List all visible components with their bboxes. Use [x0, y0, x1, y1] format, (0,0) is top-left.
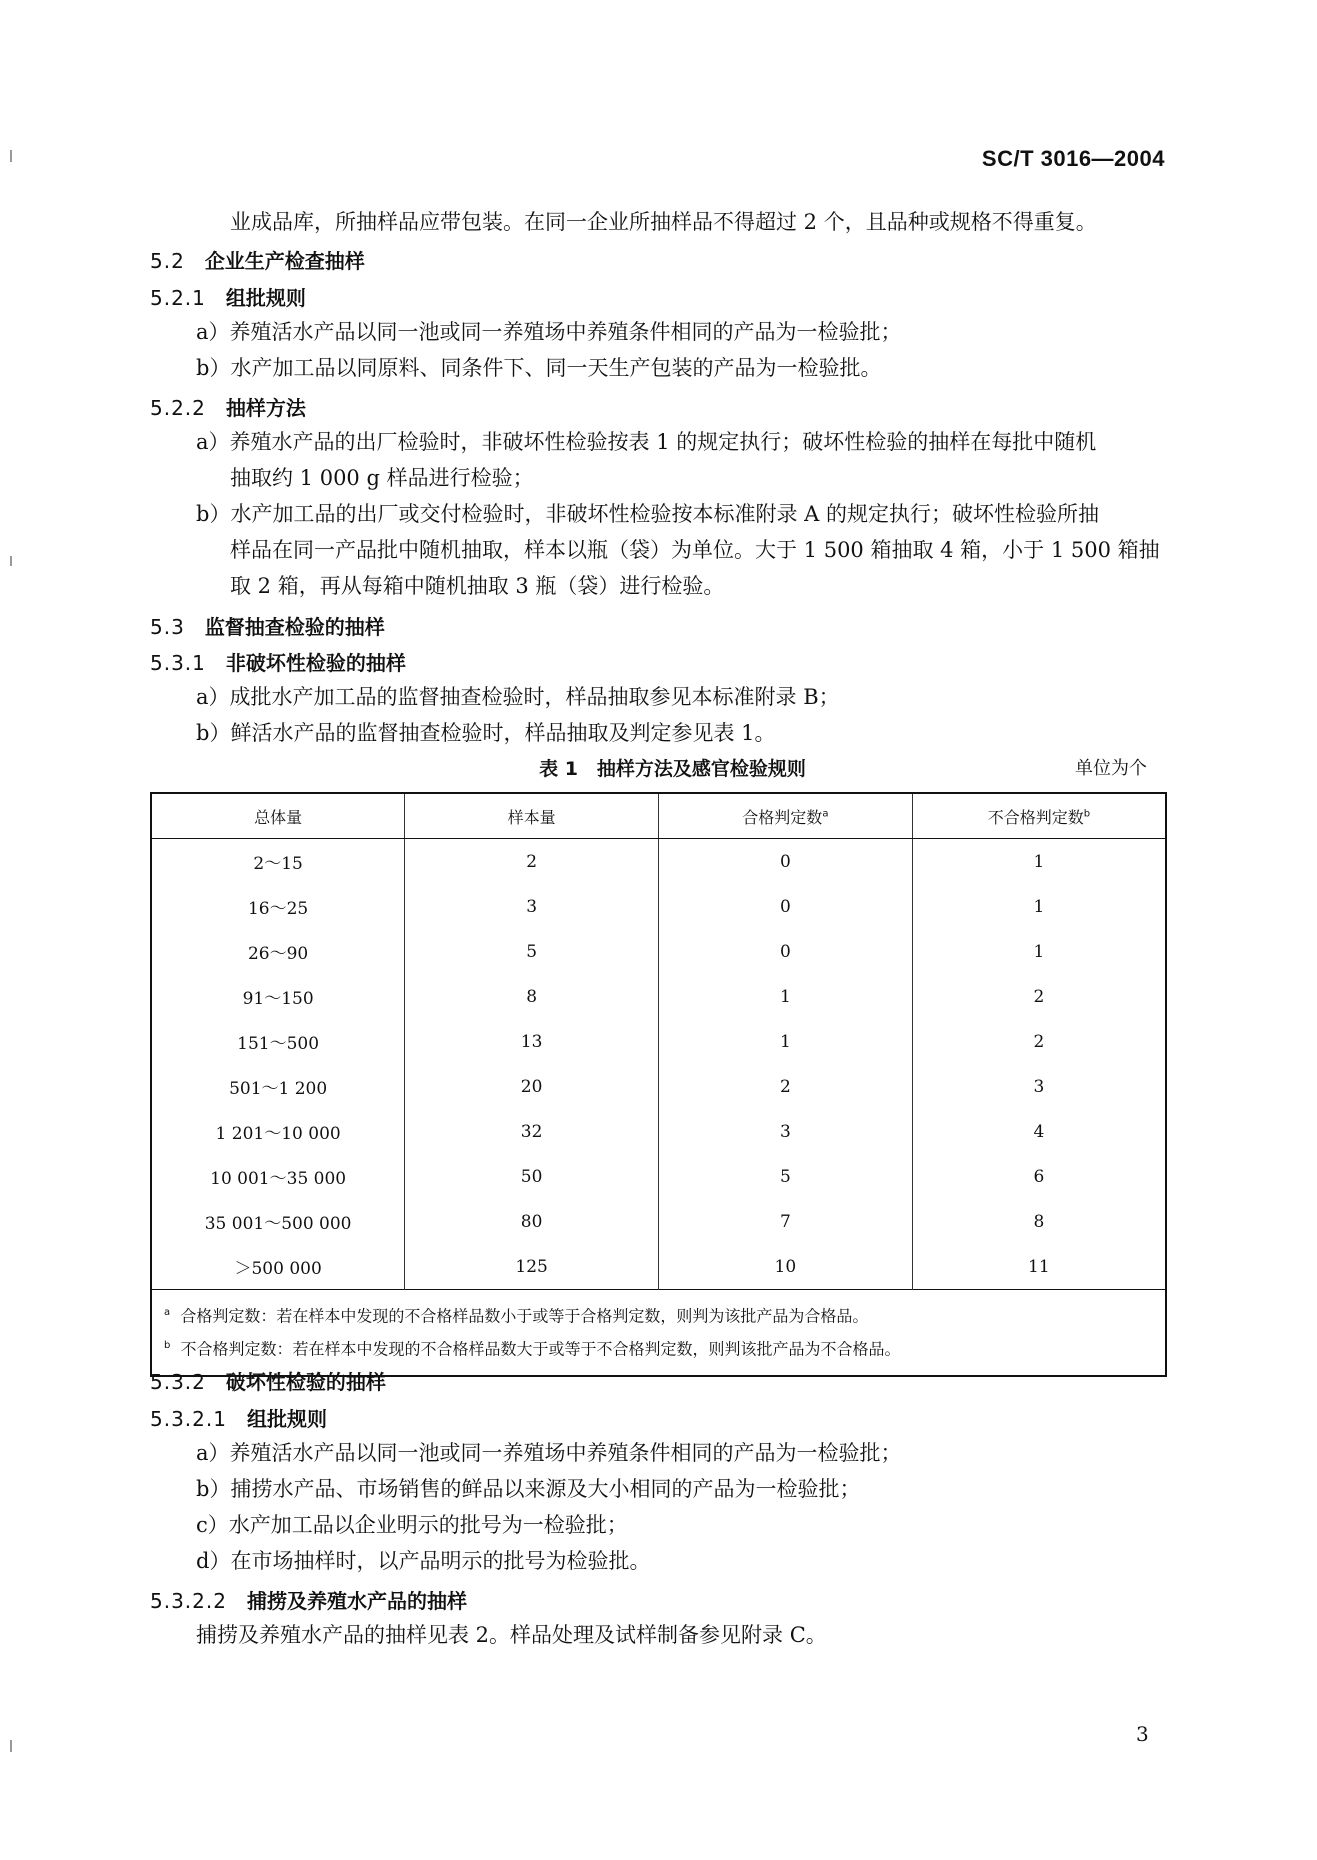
- column-header: 合格判定数$^a$: [659, 793, 913, 839]
- margin-mark: [10, 1740, 12, 1752]
- table-cell: 1: [912, 884, 1166, 929]
- table-cell: 6: [912, 1154, 1166, 1199]
- list-item: a）养殖水产品的出厂检验时，非破坏性检验按表 1 的规定执行；破坏性检验的抽样在每批中随机: [196, 430, 1097, 454]
- table-notes-row: [151, 1290, 1166, 1376]
- table-cell: 35 001～500 000: [151, 1199, 405, 1244]
- list-item: b）鲜活水产品的监督抽查检验时，样品抽取及判定参见表 1。: [196, 721, 776, 745]
- list-item: a）养殖活水产品以同一池或同一养殖场中养殖条件相同的产品为一检验批；: [196, 1441, 902, 1465]
- section-title: 组批规则: [225, 286, 306, 310]
- section-title: 非破坏性检验的抽样: [225, 651, 406, 675]
- table-row: [151, 1199, 1166, 1244]
- table-cell: 5: [405, 929, 659, 974]
- table-title: 表 1 抽样方法及感官检验规则: [539, 758, 806, 780]
- table-cell: 501～1 200: [151, 1064, 405, 1109]
- table-row: [151, 1064, 1166, 1109]
- table-cell: 0: [659, 839, 913, 885]
- table-notes: [151, 1290, 1166, 1376]
- table-cell: 16～25: [151, 884, 405, 929]
- table-cell: 32: [405, 1109, 659, 1154]
- section-number: 5.3.2.1: [150, 1407, 227, 1431]
- paragraph: 捕捞及养殖水产品的抽样见表 2。样品处理及试样制备参见附录 C。: [196, 1623, 827, 1647]
- table-unit: 单位为个: [1075, 758, 1147, 779]
- table-cell: 2: [912, 1019, 1166, 1064]
- table-cell: 26～90: [151, 929, 405, 974]
- section-5-2-1: [150, 282, 306, 311]
- table-row: [151, 884, 1166, 929]
- list-item: c）水产加工品以企业明示的批号为一检验批；: [196, 1513, 628, 1537]
- section-title: 捕捞及养殖水产品的抽样: [246, 1589, 467, 1613]
- sampling-table: [150, 792, 1167, 1377]
- standard-number: SC/T 3016—2004: [981, 146, 1165, 171]
- table-cell: ＞500 000: [151, 1244, 405, 1290]
- list-item: a）养殖活水产品以同一池或同一养殖场中养殖条件相同的产品为一检验批；: [196, 320, 902, 344]
- table-cell: 3: [659, 1109, 913, 1154]
- table-row: [151, 1154, 1166, 1199]
- table-cell: 80: [405, 1199, 659, 1244]
- table-cell: 11: [912, 1244, 1166, 1290]
- table-cell: 1 201～10 000: [151, 1109, 405, 1154]
- footnote-mark: b: [1083, 808, 1091, 820]
- table-cell: 151～500: [151, 1019, 405, 1064]
- list-item: b）水产加工品的出厂或交付检验时，非破坏性检验按本标准附录 A 的规定执行；破坏性检验所抽: [196, 502, 1099, 526]
- list-item: a）成批水产加工品的监督抽查检验时，样品抽取参见本标准附录 B；: [196, 685, 840, 709]
- table-cell: 2～15: [151, 839, 405, 885]
- section-5-2-2: [150, 392, 306, 421]
- table-row: [151, 839, 1166, 885]
- column-header: 样本量: [405, 793, 659, 839]
- column-header: 不合格判定数$^b$: [912, 793, 1166, 839]
- list-item-continued: 抽取约 1 000 g 样品进行检验；: [230, 466, 534, 490]
- list-item-continued: 样品在同一产品批中随机抽取，样本以瓶（袋）为单位。大于 1 500 箱抽取 4 箱，小于 1 500 箱抽: [230, 538, 1160, 562]
- footnote-mark: b: [164, 1340, 171, 1352]
- section-title: 抽样方法: [225, 396, 306, 420]
- table-header-row: [151, 793, 1166, 839]
- table-row: [151, 1109, 1166, 1154]
- section-number: 5.2: [150, 249, 185, 273]
- section-number: 5.3.1: [150, 651, 206, 675]
- list-item-continued: 取 2 箱，再从每箱中随机抽取 3 瓶（袋）进行检验。: [230, 574, 725, 598]
- table-cell: 13: [405, 1019, 659, 1064]
- list-item: b）捕捞水产品、市场销售的鲜品以来源及大小相同的产品为一检验批；: [196, 1477, 861, 1501]
- section-number: 5.2.2: [150, 396, 206, 420]
- table-row: [151, 929, 1166, 974]
- table-cell: 125: [405, 1244, 659, 1290]
- page-number: 3: [1136, 1722, 1149, 1746]
- margin-mark: [10, 150, 12, 162]
- table-cell: 8: [912, 1199, 1166, 1244]
- table-cell: 1: [912, 929, 1166, 974]
- section-number: 5.3: [150, 615, 185, 639]
- footnote-mark: a: [164, 1307, 171, 1318]
- table-note: $^a$ 合格判定数：若在样本中发现的不合格样品数小于或等于合格判定数，则判为该批产品为合格品。: [164, 1306, 869, 1326]
- table-cell: 91～150: [151, 974, 405, 1019]
- table-cell: 4: [912, 1109, 1166, 1154]
- table-caption: [150, 754, 1167, 781]
- section-5-3-2-2: [150, 1585, 467, 1614]
- section-number: 5.2.1: [150, 286, 206, 310]
- section-5-3-2: [150, 1366, 386, 1395]
- column-header: 总体量: [151, 793, 405, 839]
- section-5-2: [150, 245, 365, 274]
- table-cell: 7: [659, 1199, 913, 1244]
- list-item: d）在市场抽样时，以产品明示的批号为检验批。: [196, 1549, 651, 1573]
- table-cell: 2: [405, 839, 659, 885]
- table-row: [151, 974, 1166, 1019]
- table-cell: 3: [912, 1064, 1166, 1109]
- table-cell: 5: [659, 1154, 913, 1199]
- section-number: 5.3.2.2: [150, 1589, 227, 1613]
- table-row: [151, 1019, 1166, 1064]
- table-cell: 10 001～35 000: [151, 1154, 405, 1199]
- section-number: 5.3.2: [150, 1370, 206, 1394]
- section-title: 监督抽查检验的抽样: [204, 615, 385, 639]
- table-cell: 10: [659, 1244, 913, 1290]
- table-cell: 8: [405, 974, 659, 1019]
- section-title: 破坏性检验的抽样: [225, 1370, 386, 1394]
- table-note: $^b$ 不合格判定数：若在样本中发现的不合格样品数大于或等于不合格判定数，则判该批产品为不合格品。: [164, 1339, 901, 1359]
- table-cell: 20: [405, 1064, 659, 1109]
- section-5-3-1: [150, 647, 406, 676]
- list-item: b）水产加工品以同原料、同条件下、同一天生产包装的产品为一检验批。: [196, 356, 882, 380]
- footnote-mark: a: [822, 808, 829, 820]
- table-cell: 1: [912, 839, 1166, 885]
- margin-mark: [10, 556, 12, 566]
- table-row: [151, 1244, 1166, 1290]
- section-title: 企业生产检查抽样: [204, 249, 365, 273]
- section-5-3-2-1: [150, 1403, 327, 1432]
- table-cell: 3: [405, 884, 659, 929]
- intro-line: 业成品库，所抽样品应带包装。在同一企业所抽样品不得超过 2 个，且品种或规格不得重复。: [230, 210, 1097, 234]
- section-5-3: [150, 611, 385, 640]
- section-title: 组批规则: [246, 1407, 327, 1431]
- table-cell: 50: [405, 1154, 659, 1199]
- table-cell: 1: [659, 974, 913, 1019]
- table-cell: 0: [659, 884, 913, 929]
- table-cell: 2: [659, 1064, 913, 1109]
- table-cell: 0: [659, 929, 913, 974]
- table-cell: 2: [912, 974, 1166, 1019]
- table-cell: 1: [659, 1019, 913, 1064]
